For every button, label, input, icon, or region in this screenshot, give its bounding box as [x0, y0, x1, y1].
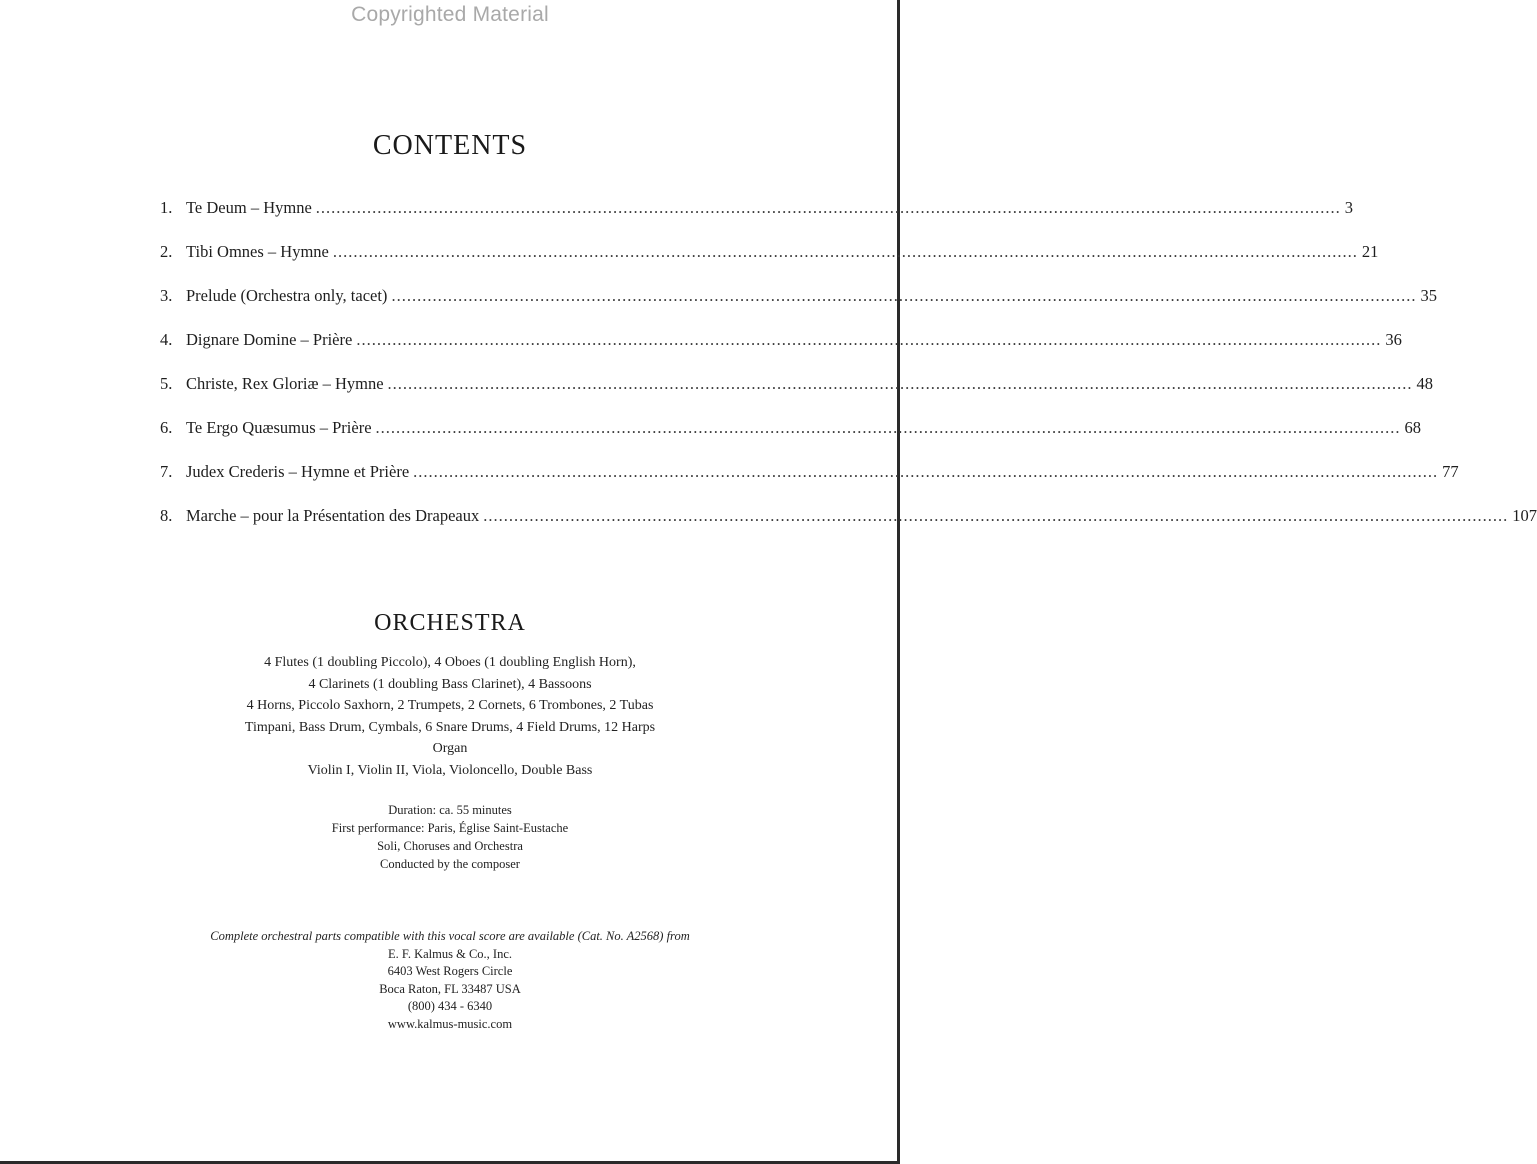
toc-title: Te Deum – Hymne	[186, 198, 312, 217]
toc-row	[160, 374, 1434, 418]
toc-page: 107	[1512, 506, 1537, 525]
toc-page: 35	[1420, 286, 1437, 305]
toc-row	[160, 198, 1354, 242]
dot-leader: ........................................................................................................................................................................................................	[413, 462, 1439, 481]
dot-leader: ........................................................................................................................................................................................................	[315, 198, 1341, 217]
toc-row	[160, 286, 1437, 330]
dot-leader: ........................................................................................................................................................................................................	[356, 330, 1382, 349]
table-of-contents	[160, 198, 1537, 550]
dot-leader: ........................................................................................................................................................................................................	[375, 418, 1401, 437]
watermark: Copyrighted Material	[351, 3, 549, 26]
toc-page: 21	[1361, 242, 1379, 261]
orchestration-line: Violin I, Violin II, Viola, Violoncello, Double Bass	[307, 762, 593, 778]
orchestration-line: Timpani, Bass Drum, Cymbals, 6 Snare Drums, 4 Field Drums, 12 Harps	[244, 719, 656, 735]
publisher-line: (800) 434 - 6340	[407, 999, 493, 1013]
toc-page: 68	[1404, 418, 1422, 437]
publisher-info	[0, 928, 900, 1033]
availability-note: Complete orchestral parts compatible with this vocal score are available (Cat. No. A2568) from	[210, 929, 690, 943]
toc-row	[160, 330, 1402, 374]
toc-row	[160, 418, 1422, 462]
performance-info	[0, 801, 900, 873]
toc-number: 7.	[160, 462, 173, 481]
toc-title: Marche – pour la Présentation des Drapeaux	[186, 506, 480, 525]
toc-page: 77	[1442, 462, 1459, 481]
toc-title: Christe, Rex Gloriæ – Hymne	[186, 374, 384, 393]
toc-title: Tibi Omnes – Hymne	[186, 242, 329, 261]
toc-page: 48	[1416, 374, 1434, 393]
performance-line: First performance: Paris, Église Saint-Eustache	[331, 821, 569, 835]
toc-number: 5.	[160, 374, 173, 393]
toc-row	[160, 506, 1537, 550]
toc-page: 3	[1344, 198, 1354, 217]
publisher-website: www.kalmus-music.com	[387, 1016, 513, 1031]
performance-line: Duration: ca. 55 minutes	[388, 803, 512, 817]
toc-number: 8.	[160, 506, 173, 525]
orchestration-line: Organ	[432, 741, 468, 756]
contents-title: CONTENTS	[372, 130, 528, 161]
dot-leader: ........................................................................................................................................................................................................	[387, 374, 1413, 393]
dot-leader: ........................................................................................................................................................................................................	[332, 242, 1358, 261]
publisher-line: E. F. Kalmus & Co., Inc.	[388, 946, 512, 961]
toc-title: Te Ergo Quæsumus – Prière	[186, 418, 372, 437]
performance-line: Conducted by the composer	[380, 857, 520, 871]
performance-line: Soli, Choruses and Orchestra	[377, 839, 523, 853]
publisher-line: Boca Raton, FL 33487 USA	[379, 981, 521, 996]
toc-row	[160, 242, 1379, 286]
toc-title: Prelude (Orchestra only, tacet)	[186, 286, 388, 305]
toc-title: Dignare Domine – Prière	[186, 330, 353, 349]
orchestration-line: 4 Horns, Piccolo Saxhorn, 2 Trumpets, 2 Cornets, 6 Trombones, 2 Tubas	[246, 698, 654, 713]
dot-leader: ........................................................................................................................................................................................................	[483, 506, 1509, 525]
toc-number: 1.	[160, 198, 173, 217]
toc-number: 2.	[160, 242, 173, 261]
toc-page: 36	[1385, 330, 1402, 349]
toc-title: Judex Crederis – Hymne et Prière	[186, 462, 410, 481]
orchestration-list	[0, 652, 900, 781]
dot-leader: ........................................................................................................................................................................................................	[391, 286, 1417, 305]
orchestration-line: 4 Flutes (1 doubling Piccolo), 4 Oboes (1 doubling English Horn),	[264, 655, 636, 670]
toc-number: 6.	[160, 418, 173, 437]
publisher-line: 6403 West Rogers Circle	[387, 964, 513, 978]
orchestration-line: 4 Clarinets (1 doubling Bass Clarinet), 4 Bassoons	[308, 676, 592, 692]
toc-number: 4.	[160, 330, 173, 349]
orchestra-title: ORCHESTRA	[374, 610, 526, 636]
toc-row	[160, 462, 1459, 506]
toc-number: 3.	[160, 286, 173, 305]
